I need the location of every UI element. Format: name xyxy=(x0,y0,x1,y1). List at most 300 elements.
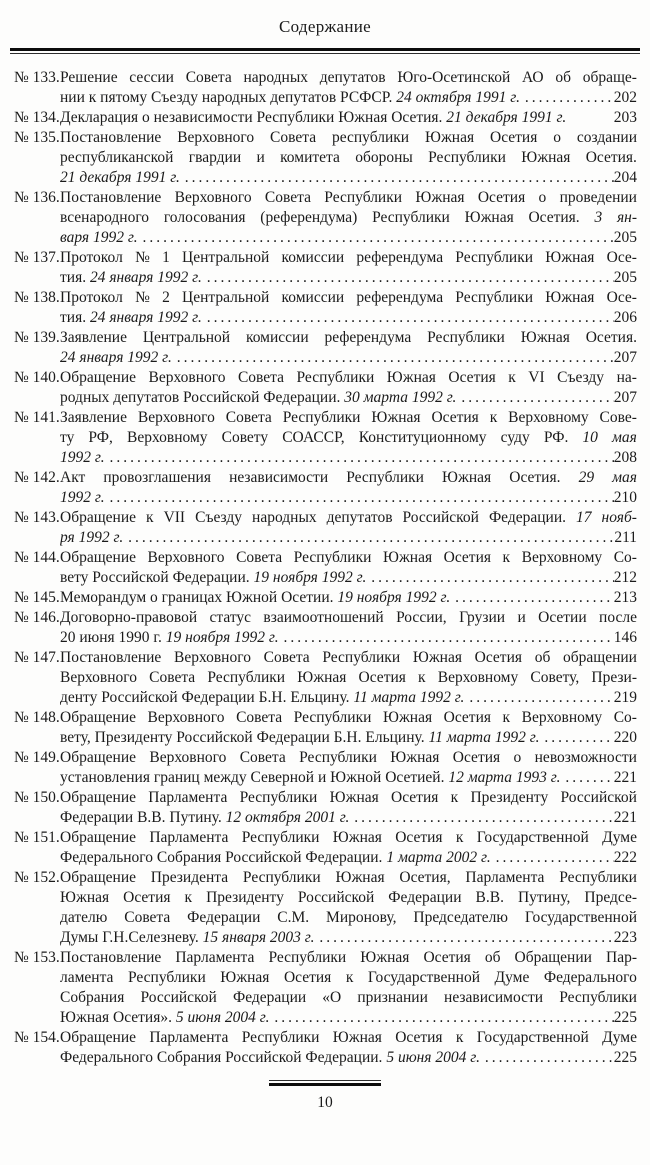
entry-number: № 135. xyxy=(14,129,60,146)
entry-word: депутатов xyxy=(326,509,393,526)
entry-page: 212 xyxy=(613,569,637,586)
entry-word: обороны xyxy=(355,149,413,166)
entry-word: Обращение xyxy=(60,789,136,806)
toc-entry xyxy=(14,368,637,408)
entry-word: Республики xyxy=(346,469,424,486)
entry-word: Республики xyxy=(293,549,372,566)
entry-word: сессии xyxy=(129,69,174,86)
entry-line xyxy=(60,908,637,928)
entry-word: Республики xyxy=(324,189,403,206)
entry-word: к xyxy=(455,829,464,846)
entry-word: гвардии xyxy=(188,149,242,166)
entry-word: 17 xyxy=(576,509,592,526)
entry-word: Южная xyxy=(335,869,385,886)
entry-word: Государственной xyxy=(476,829,589,846)
entry-line xyxy=(60,128,637,148)
entry-date: 1992 г. xyxy=(60,489,109,506)
entry-number: № 137. xyxy=(14,249,60,266)
entry-line xyxy=(60,768,637,788)
entry-line xyxy=(60,448,637,468)
entry-word: Осетии xyxy=(538,609,587,626)
entry-date: 21 декабря 1991 г. xyxy=(60,169,184,186)
entry-word: обраще- xyxy=(582,69,637,86)
entry-word: Постановление xyxy=(60,189,162,206)
entry-line xyxy=(60,948,637,968)
entry-word: № xyxy=(135,289,150,306)
entry-word: РФ. xyxy=(543,429,569,446)
entry-word: Осетия xyxy=(423,949,471,966)
entry-word: об xyxy=(484,949,501,966)
entry-word: Осетия xyxy=(448,369,496,386)
entry-word: Президенту xyxy=(206,889,284,906)
entry-text: тия. xyxy=(60,309,90,326)
entry-word: к xyxy=(502,709,511,726)
entry-word: Юго-Осетинской xyxy=(397,69,511,86)
toc-entry xyxy=(14,608,637,648)
entry-word: В.В. xyxy=(475,889,504,906)
entry-word: Государственной xyxy=(476,1029,589,1046)
entry-date: 5 июня 2004 г. xyxy=(175,1009,274,1026)
dot-leader xyxy=(370,568,614,588)
entry-line xyxy=(60,868,637,888)
entry-word: к xyxy=(489,409,498,426)
entry-word: Конституционному xyxy=(358,429,487,446)
entry-text: Федерации В.В. Путину. xyxy=(60,809,226,826)
entry-word: Со- xyxy=(613,549,637,566)
entry-word: Южная xyxy=(382,549,433,566)
entry-date: варя 1992 г. xyxy=(60,229,142,246)
entry-line xyxy=(60,108,637,128)
entry-word: Южная xyxy=(424,129,475,146)
entry-word: Южная xyxy=(545,249,595,266)
entry-text: родных депутатов Российской Федерации. xyxy=(60,389,345,406)
entry-page: 219 xyxy=(613,689,637,706)
entry-text: Декларация о независимости Республики Южная Осетия. xyxy=(60,109,447,126)
page-title: Содержание xyxy=(278,17,372,36)
entry-word: Обращение xyxy=(60,869,136,886)
entry-line xyxy=(60,648,637,668)
entry-word: 3 xyxy=(594,209,603,226)
dot-leader xyxy=(176,348,614,368)
entry-word: Республики xyxy=(282,409,361,426)
entry-number: № 136. xyxy=(14,189,60,206)
entry-text: Федерального Собрания Российской Федерации. xyxy=(60,849,387,866)
entry-word: о xyxy=(553,129,561,146)
entry-page: 205 xyxy=(613,269,637,286)
entry-word: Центральной xyxy=(182,289,270,306)
dot-leader xyxy=(141,228,613,248)
entry-word: Осетия xyxy=(431,409,479,426)
entry-word: ян- xyxy=(616,209,637,226)
entry-word: Южная xyxy=(390,749,440,766)
entry-word: республиканской xyxy=(60,149,174,166)
entry-word: (референдума) xyxy=(260,209,358,226)
entry-word: Российской xyxy=(297,889,375,906)
entry-word: к xyxy=(345,969,354,986)
entry-word: Осетия xyxy=(391,789,439,806)
entry-word: Заявление xyxy=(60,409,127,426)
entry-word: Осетия, xyxy=(399,869,451,886)
toc-entry xyxy=(14,328,637,368)
entry-word: Осетия xyxy=(443,549,491,566)
entry-word: дателю xyxy=(60,909,108,926)
entry-line xyxy=(60,708,637,728)
entry-word: Федерации xyxy=(388,889,462,906)
page-number: 10 xyxy=(317,1094,333,1111)
entry-text: 20 июня 1990 г. xyxy=(60,629,166,646)
entry-number: № 153. xyxy=(14,949,60,966)
entry-word: VI xyxy=(528,369,545,386)
entry-word: Осетия xyxy=(474,649,522,666)
entry-line xyxy=(60,148,637,168)
entry-word: Центральной xyxy=(142,329,231,346)
entry-word: Южная xyxy=(545,289,595,306)
entry-word: Совета xyxy=(270,129,317,146)
entry-word: Республики xyxy=(239,789,318,806)
entry-page: 222 xyxy=(613,849,637,866)
entry-word: Южная xyxy=(329,789,379,806)
entry-word: комитета xyxy=(280,149,340,166)
entry-page: 220 xyxy=(613,729,637,746)
entry-word: Осетия xyxy=(477,189,526,206)
entry-date: 21 декабря 1991 г. xyxy=(446,109,571,126)
toc-entry xyxy=(14,868,637,948)
entry-word: Республики xyxy=(127,969,206,986)
entry-word: АО xyxy=(522,69,544,86)
entry-word: Государственной xyxy=(367,969,480,986)
dot-leader xyxy=(206,268,614,288)
entry-line xyxy=(60,608,637,628)
entry-word: № xyxy=(135,249,150,266)
entry-word: Федерации xyxy=(232,989,307,1006)
entry-word: Южная xyxy=(220,969,270,986)
entry-word: о xyxy=(538,189,547,206)
entry-word: Южная xyxy=(415,189,465,206)
entry-word: провозглашения xyxy=(103,469,211,486)
toc-entry xyxy=(14,748,637,788)
entry-word: Совета xyxy=(237,369,285,386)
entry-line xyxy=(60,628,637,648)
toc-entry xyxy=(14,648,637,708)
entry-text: Федерального Собрания Российской Федерации. xyxy=(60,1049,387,1066)
entry-word: Заявление xyxy=(60,329,127,346)
entry-word: комиссии xyxy=(281,249,345,266)
entry-word: Южная xyxy=(297,669,347,686)
entry-date: 1992 г. xyxy=(60,449,109,466)
toc-entry xyxy=(14,508,637,548)
entry-date: 24 января 1992 г. xyxy=(60,349,176,366)
entry-word: Совета xyxy=(185,69,232,86)
entry-word: Южная xyxy=(60,889,110,906)
dot-leader xyxy=(564,768,613,788)
entry-word: Республики xyxy=(372,209,450,226)
dot-leader xyxy=(460,388,613,408)
entry-word: Обращение xyxy=(60,369,136,386)
entry-word: референдума xyxy=(356,289,444,306)
entry-word: Решение xyxy=(60,69,118,86)
entry-word: Миронову, xyxy=(326,909,397,926)
entry-word: Республики xyxy=(455,249,534,266)
entry-word: Верховного xyxy=(137,409,215,426)
entry-word: всенародного xyxy=(60,209,150,226)
entry-text: тия. xyxy=(60,269,90,286)
entry-word: Республики xyxy=(559,869,637,886)
entry-word: Верховного xyxy=(147,709,225,726)
entry-word: Верховного xyxy=(149,749,227,766)
entry-word: на- xyxy=(616,369,637,386)
entry-number: № 151. xyxy=(14,829,60,846)
entry-word: Осетия xyxy=(443,709,491,726)
entry-line xyxy=(60,428,637,448)
entry-page: 225 xyxy=(613,1009,637,1026)
toc-entry xyxy=(14,108,637,128)
entry-date: 1 марта 2002 г. xyxy=(386,849,495,866)
scanned-toc-page xyxy=(0,16,650,1113)
entry-word: Российской xyxy=(402,509,479,526)
entry-number: № 149. xyxy=(14,749,60,766)
entry-word: Совету, xyxy=(530,669,580,686)
entry-word: Федерации xyxy=(187,909,261,926)
entry-line xyxy=(60,528,637,548)
entry-word: Постановление xyxy=(60,129,162,146)
entry-number: № 142. xyxy=(14,469,60,486)
entry-page: 207 xyxy=(613,389,637,406)
entry-word: референдума xyxy=(356,249,444,266)
entry-page: 208 xyxy=(613,449,637,466)
dot-leader xyxy=(206,308,614,328)
entry-word: мая xyxy=(612,429,637,446)
entry-line xyxy=(60,828,637,848)
entry-word: Республики xyxy=(268,949,347,966)
entry-number: № 145. xyxy=(14,589,60,606)
entry-line xyxy=(60,888,637,908)
entry-line xyxy=(60,88,637,108)
entry-word: Сове- xyxy=(599,409,637,426)
entry-word: взаимоотношений xyxy=(263,609,384,626)
entry-date: 11 марта 1992 г. xyxy=(353,689,469,706)
entry-date: 19 ноября 1992 г. xyxy=(253,569,371,586)
entry-word: комиссии xyxy=(281,289,345,306)
entry-line xyxy=(60,368,637,388)
entry-word: Федерации. xyxy=(488,509,567,526)
toc-entry xyxy=(14,948,637,1028)
entry-word: Осетия xyxy=(395,829,443,846)
entry-word: Путину, xyxy=(517,889,571,906)
entry-line xyxy=(60,1048,637,1068)
dot-leader xyxy=(468,688,613,708)
entry-line xyxy=(60,468,637,488)
entry-word: Обращении xyxy=(514,949,592,966)
entry-word: 1 xyxy=(162,249,170,266)
entry-page: 146 xyxy=(613,629,637,646)
dot-leader xyxy=(484,1048,614,1068)
entry-word: Договорно-правовой xyxy=(60,609,198,626)
entry-word: о xyxy=(513,749,522,766)
entry-line xyxy=(60,968,637,988)
entry-word: Совета xyxy=(236,709,283,726)
entry-number: № 139. xyxy=(14,329,60,346)
entry-word: народных xyxy=(243,69,309,86)
entry-word: об xyxy=(534,649,551,666)
entry-word: 10 xyxy=(582,429,598,446)
dot-leader xyxy=(318,928,613,948)
entry-word: Осетия xyxy=(358,669,406,686)
entry-word: Республики xyxy=(559,989,637,1006)
entry-word: проведении xyxy=(559,189,637,206)
entry-date: 19 ноября 1992 г. xyxy=(165,629,283,646)
dot-leader xyxy=(283,628,614,648)
entry-word: к xyxy=(184,889,193,906)
entry-word: ламента xyxy=(60,969,114,986)
entry-word: Республики xyxy=(293,709,372,726)
entry-word: Южная xyxy=(382,709,433,726)
entry-word: Верховного xyxy=(173,649,251,666)
entry-word: СОАССР, xyxy=(282,429,345,446)
entry-line xyxy=(60,308,637,328)
entry-word: Российской xyxy=(560,789,637,806)
entry-word: РФ, xyxy=(88,429,113,446)
entry-text: Меморандум о границах Южной Осетии. xyxy=(60,589,338,606)
toc-entry xyxy=(14,788,637,828)
entry-text: Думы Г.Н.Селезневу. xyxy=(60,929,203,946)
entry-word: и xyxy=(517,609,526,626)
entry-text: установления границ между Северной и Южной Осетией. xyxy=(60,769,449,786)
entry-word: Собрания xyxy=(60,989,125,1006)
entry-word: Южная xyxy=(520,329,570,346)
entry-word: Осетия xyxy=(283,969,332,986)
dot-leader xyxy=(495,848,614,868)
entry-line xyxy=(60,1028,637,1048)
entry-word: Думе xyxy=(602,1029,637,1046)
entry-line xyxy=(60,808,637,828)
entry-word: Грузии xyxy=(459,609,506,626)
entry-word: Верховному xyxy=(127,429,208,446)
entry-line xyxy=(60,288,637,308)
entry-page: 221 xyxy=(613,809,637,826)
entry-word: Осетия xyxy=(452,749,501,766)
entry-word: Совета xyxy=(225,409,272,426)
entry-line xyxy=(60,248,637,268)
entry-word: Республики xyxy=(427,329,505,346)
entry-line xyxy=(60,388,637,408)
entry-word: комиссии xyxy=(245,329,309,346)
dot-leader xyxy=(273,1008,613,1028)
entry-word: к xyxy=(502,549,511,566)
entry-line xyxy=(60,788,637,808)
entry-word: Южная xyxy=(360,949,410,966)
entry-page: 211 xyxy=(614,529,637,546)
entry-page: 205 xyxy=(613,229,637,246)
entry-word: Совету xyxy=(221,429,269,446)
entry-word: 2 xyxy=(162,289,170,306)
entry-word: к xyxy=(455,1029,464,1046)
entry-word: Осе- xyxy=(606,289,637,306)
entry-page: 221 xyxy=(613,769,637,786)
entry-date: 12 октября 2001 г. xyxy=(225,809,354,826)
toc-entry xyxy=(14,588,637,608)
entry-page: 213 xyxy=(613,589,637,606)
toc-entry xyxy=(14,68,637,108)
entry-word: обращении xyxy=(563,649,637,666)
entry-word: Думе xyxy=(602,829,637,846)
toc-entry xyxy=(14,468,637,508)
entry-word: Совета xyxy=(263,649,310,666)
entry-word: Со- xyxy=(613,709,637,726)
toc-entry xyxy=(14,708,637,748)
entry-word: ту xyxy=(60,429,75,446)
entry-number: № 141. xyxy=(14,409,60,426)
entry-word: Южная xyxy=(464,209,514,226)
entry-line xyxy=(60,928,637,948)
entry-line xyxy=(60,668,637,688)
entry-word: Протокол xyxy=(60,249,123,266)
entry-word: депутатов xyxy=(319,69,386,86)
entry-word: суду xyxy=(500,429,530,446)
entry-word: признании xyxy=(357,989,428,1006)
entry-word: Парламента xyxy=(175,949,255,966)
entry-word: Обращение xyxy=(60,709,136,726)
entry-page: 203 xyxy=(613,109,637,126)
header-double-rule xyxy=(10,48,640,54)
entry-number: № 148. xyxy=(14,709,60,726)
entry-number: № 133. xyxy=(14,69,60,86)
entry-line xyxy=(60,748,637,768)
entry-line xyxy=(60,188,637,208)
entry-word: нояб- xyxy=(601,509,637,526)
entry-word: Председателю xyxy=(413,909,508,926)
entry-word: Парламента xyxy=(465,869,545,886)
entry-word: Обращение xyxy=(60,509,136,526)
entry-number: № 150. xyxy=(14,789,60,806)
entry-line xyxy=(60,348,637,368)
entry-line xyxy=(60,848,637,868)
entry-word: Обращение xyxy=(60,549,136,566)
entry-word: Съезду xyxy=(195,509,243,526)
entry-word: Верховного xyxy=(60,669,137,686)
entry-word: Предсе- xyxy=(584,889,637,906)
entry-word: и xyxy=(256,149,265,166)
entry-word: республики xyxy=(331,129,410,146)
entry-date: 24 января 1992 г. xyxy=(89,309,206,326)
entry-word: Обращение xyxy=(60,1029,136,1046)
entry-word: невозможности xyxy=(534,749,637,766)
entry-page: 223 xyxy=(613,929,637,946)
entry-page: 204 xyxy=(613,169,637,186)
entry-date: ря 1992 г. xyxy=(60,529,128,546)
entry-date: 12 марта 1993 г. xyxy=(448,769,565,786)
entry-word: Южная xyxy=(371,409,421,426)
entry-word: Президента xyxy=(150,869,229,886)
entry-word: Осетия. xyxy=(509,469,561,486)
entry-word: Республики xyxy=(428,149,506,166)
entry-line xyxy=(60,508,637,528)
entry-word: Осетия xyxy=(123,889,171,906)
entry-word: Верховного xyxy=(174,189,252,206)
entry-number: № 152. xyxy=(14,869,60,886)
entry-number: № 154. xyxy=(14,1029,60,1046)
entry-word: Южная xyxy=(386,369,436,386)
entry-date: 11 марта 1992 г. xyxy=(428,729,544,746)
entry-word: Республики xyxy=(296,369,375,386)
toc-entry xyxy=(14,548,637,588)
entry-word: Протокол xyxy=(60,289,123,306)
entry-word: после xyxy=(599,609,637,626)
entry-word: создании xyxy=(576,129,637,146)
entry-word: Южная xyxy=(412,649,462,666)
entry-word: Совета xyxy=(149,669,196,686)
dot-leader xyxy=(353,808,613,828)
entry-word: Осетия. xyxy=(528,209,580,226)
